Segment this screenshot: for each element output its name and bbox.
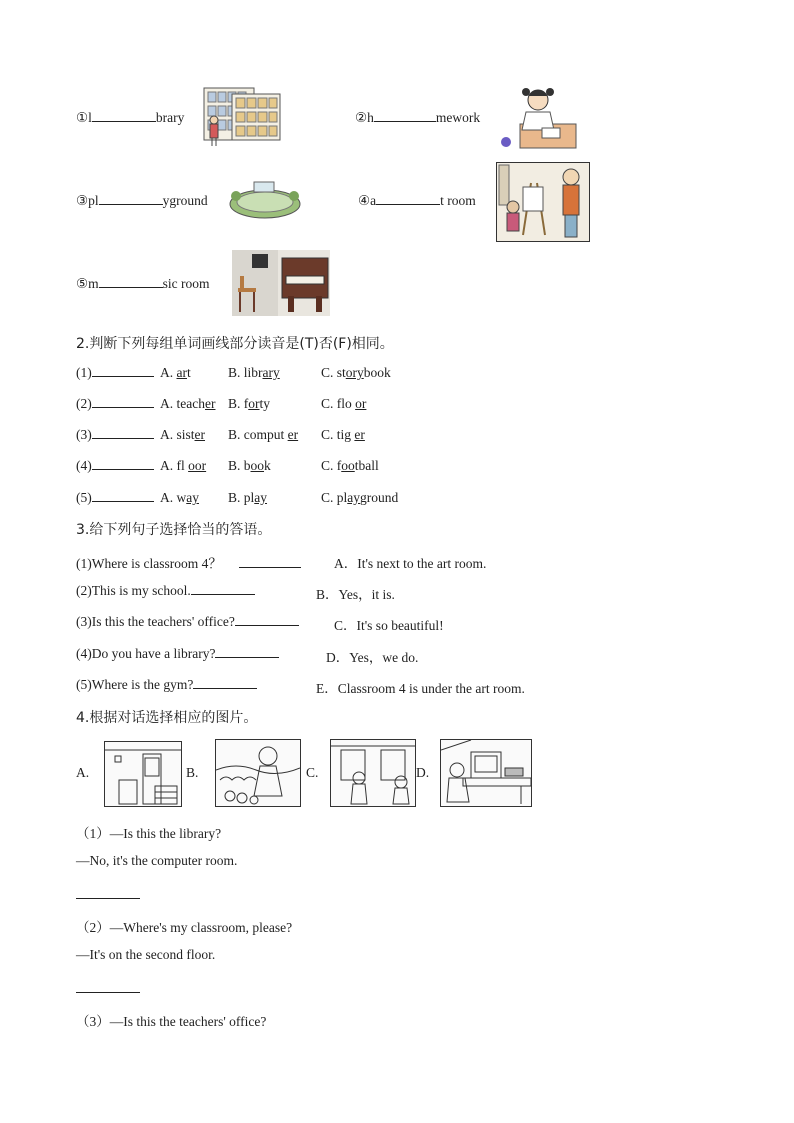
word-suffix: mework [435,110,481,125]
word-part: B. b [228,458,251,473]
answer-blank[interactable] [99,286,163,288]
word-option-a [160,365,191,381]
word-suffix: sic room [162,276,210,291]
underlined-letters: er [204,396,216,411]
word-part: t [187,365,191,380]
row-number: (5) [76,490,92,505]
word-part: B. comput [228,427,288,442]
homework-picture [500,84,578,150]
question-5 [76,677,257,693]
picture-option-c [330,739,416,807]
dialog-1-answer-blank[interactable] [76,898,140,899]
underlined-letters: ar [176,365,187,380]
question-4 [76,646,279,662]
dialog-3-question: （3）—Is this the teachers' office? [76,1014,267,1029]
word-option-b [228,427,298,443]
option-label-a: A. [76,765,90,780]
word-prefix: m [88,276,99,291]
fill-item-5 [76,276,210,292]
option-label-b: B. [186,765,199,780]
question-1 [76,552,301,572]
fill-item-3 [76,193,208,209]
question-text: (4)Do you have a library? [76,646,216,661]
word-part: k [264,458,271,473]
dialog-1-question: （1）—Is this the library? [76,826,222,841]
word-part: A. sist [160,427,195,442]
word-suffix: yground [162,193,208,208]
dialog-2-question: （2）—Where's my classroom, please? [76,920,293,935]
fill-item-1 [76,110,184,126]
row-number: (4) [76,458,92,473]
word-part: C. tig [321,427,355,442]
answer-blank[interactable] [92,468,154,470]
word-option-c [321,396,366,412]
picture-option-b [215,739,301,807]
word-prefix: pl [88,193,99,208]
word-part: B. f [228,396,249,411]
row-number: (1) [76,365,92,380]
word-option-c [321,427,365,443]
word-option-b [228,396,270,412]
answer-blank[interactable] [92,375,154,377]
word-prefix: h [367,110,374,125]
answer-blank[interactable] [99,203,163,205]
answer-blank[interactable] [215,656,279,658]
fill-item-4 [358,193,476,209]
fill-item-2 [355,110,480,126]
underlined-letters: ory [345,365,364,380]
dialog-2-answer: —It's on the second floor. [76,947,216,962]
question-text: (5)Where is the gym? [76,677,194,692]
question-2 [76,583,255,599]
answer-blank[interactable] [376,203,440,205]
picture-option-d [440,739,532,807]
answer-option-d: D．Yes，we do. [326,650,419,665]
underlined-letters: ay [186,490,199,505]
word-option-b [228,458,271,474]
word-part: C. f [321,458,342,473]
pronunciation-row [76,490,154,506]
answer-option-a: A．It's next to the art room. [334,556,487,571]
word-option-b [228,490,267,506]
word-part: tball [354,458,379,473]
answer-blank[interactable] [191,593,255,595]
word-option-b [228,365,280,381]
word-part: A. fl [160,458,189,473]
question-text: (3)Is this the teachers' office? [76,614,235,629]
word-option-a [160,490,199,506]
art-room-picture [496,162,590,242]
question-text: (1)Where is classroom 4？ [76,556,222,571]
option-label-c: C. [306,765,319,780]
playground-picture [228,180,302,220]
item-number: ② [355,110,368,125]
word-part: A. w [160,490,187,505]
dialog-1-answer: —No, it's the computer room. [76,853,238,868]
word-part: C. st [321,365,346,380]
answer-option-b: B．Yes，it is. [316,587,395,602]
word-part: A. [160,365,177,380]
underlined-letters: ay [254,490,268,505]
underlined-letters: ary [262,365,280,380]
answer-blank[interactable] [235,624,299,626]
answer-blank[interactable] [92,437,154,439]
item-number: ⑤ [76,276,89,291]
question-3 [76,614,299,630]
word-option-a [160,458,206,474]
underlined-letters: ay [347,490,361,505]
music-room-picture [232,250,330,316]
underlined-letters: or [355,396,367,411]
pronunciation-row [76,396,154,412]
option-label-d: D. [416,765,430,780]
library-picture [202,86,282,148]
word-suffix: t room [440,193,476,208]
word-option-c [321,490,398,506]
underlined-letters: oo [250,458,265,473]
word-option-a [160,427,205,443]
underlined-letters: oor [188,458,207,473]
underlined-letters: er [354,427,365,442]
answer-blank[interactable] [92,406,154,408]
underlined-letters: or [248,396,260,411]
word-part: A. teach [160,396,205,411]
answer-blank[interactable] [374,120,436,122]
item-number: ③ [76,193,89,208]
pronunciation-row [76,458,154,474]
word-part: B. libr [228,365,263,380]
section-4-heading: 4.根据对话选择相应的图片。 [76,710,258,726]
answer-blank[interactable] [92,120,156,122]
answer-blank[interactable] [239,566,301,568]
answer-blank[interactable] [193,687,257,689]
pronunciation-row [76,427,154,443]
underlined-letters: er [194,427,206,442]
answer-option-c: C．It's so beautiful! [334,618,444,633]
answer-option-e: E．Classroom 4 is under the art room. [316,681,525,696]
row-number: (2) [76,396,92,411]
word-suffix: brary [155,110,185,125]
dialog-2-answer-blank[interactable] [76,992,140,993]
section-2-heading: 2.判断下列每组单词画线部分读音是(T)否(F)相同。 [76,336,394,352]
answer-blank[interactable] [92,500,154,502]
pronunciation-row [76,365,154,381]
underlined-letters: oo [341,458,355,473]
word-part: ground [360,490,399,505]
section-3-heading: 3.给下列句子选择恰当的答语。 [76,522,272,538]
item-number: ④ [358,193,371,208]
underlined-letters: er [287,427,299,442]
item-number: ① [76,110,89,125]
word-prefix: a [370,193,377,208]
word-part: C. pl [321,490,348,505]
word-option-c [321,458,379,474]
word-prefix: l [88,110,92,125]
word-part: B. pl [228,490,255,505]
word-option-c [321,365,391,381]
word-part: C. flo [321,396,356,411]
word-option-a [160,396,215,412]
word-part: book [363,365,391,380]
row-number: (3) [76,427,92,442]
question-text: (2)This is my school. [76,583,191,598]
word-part: ty [259,396,271,411]
picture-option-a [104,741,182,807]
